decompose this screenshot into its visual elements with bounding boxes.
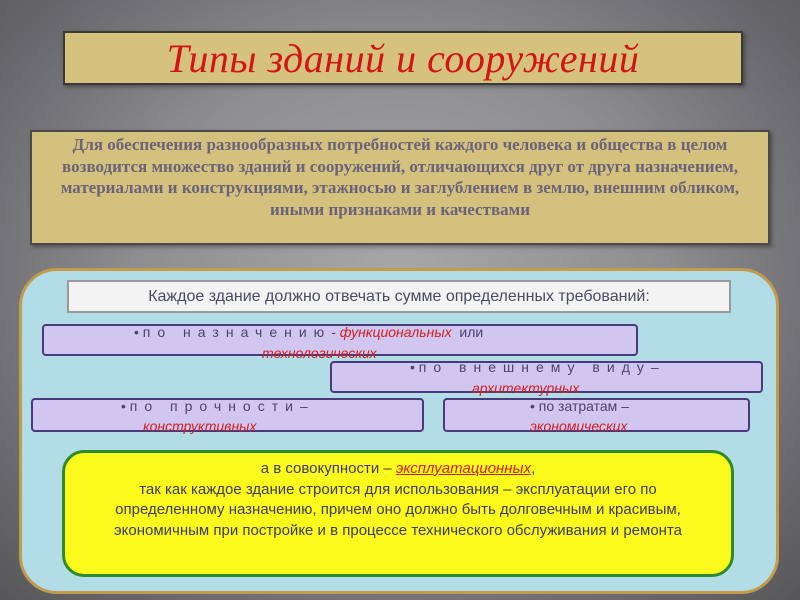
summary-box (62, 450, 734, 577)
requirement-strength (31, 398, 424, 432)
requirement-type: функциональных (339, 324, 452, 340)
intro-box (30, 130, 770, 245)
requirement-conjunction: или (459, 324, 484, 340)
requirement-type-2: технологических (262, 345, 377, 361)
slide-title-box (63, 31, 743, 85)
requirements-heading: Каждое здание должно отвечать сумме определенных требований: (148, 287, 650, 305)
requirement-type: экономических (530, 418, 628, 434)
requirement-criterion: по прочности (129, 398, 300, 414)
requirement-criterion: по внешнему виду (418, 359, 651, 375)
requirement-dash: – (621, 398, 629, 414)
requirement-criterion: по назначению (142, 324, 332, 340)
summary-text: так как каждое здание строится для использования – эксплуатации его по определенному назначению, причем оно должно быть долговечным и красивым, экономичным при постройке и в процессе технического обслуживания и ремонта (114, 480, 682, 539)
requirement-costs (443, 398, 750, 432)
requirement-dash: – (650, 359, 659, 375)
bullet-icon: • (134, 324, 139, 340)
requirement-purpose (42, 324, 638, 361)
requirement-criterion: по затратам (538, 398, 618, 414)
summary-prefix: а в совокупности – (260, 460, 392, 477)
summary-suffix: , (531, 460, 536, 477)
bullet-icon: • (530, 398, 535, 414)
intro-text: Для обеспечения разнообразных потребностей каждого человека и общества в целом возводится множество зданий и сооружений, отличающихся друг от друга назначением, материалами и конструкциями, этажносью и заглублением в землю, внешним обликом, иными признаками и качествами (60, 135, 740, 219)
bullet-icon: • (121, 398, 126, 414)
requirement-dash: – (299, 398, 308, 414)
requirement-type: архитектурных (472, 380, 580, 396)
slide-title: Типы зданий и сооружений (166, 35, 640, 81)
summary-first-line (65, 459, 731, 480)
requirement-dash: - (331, 324, 336, 340)
requirement-appearance (330, 359, 763, 396)
summary-highlight: эксплуатационных (395, 460, 532, 477)
requirement-type: конструктивных (143, 418, 257, 434)
requirements-heading-box (67, 280, 731, 313)
bullet-icon: • (410, 359, 415, 375)
